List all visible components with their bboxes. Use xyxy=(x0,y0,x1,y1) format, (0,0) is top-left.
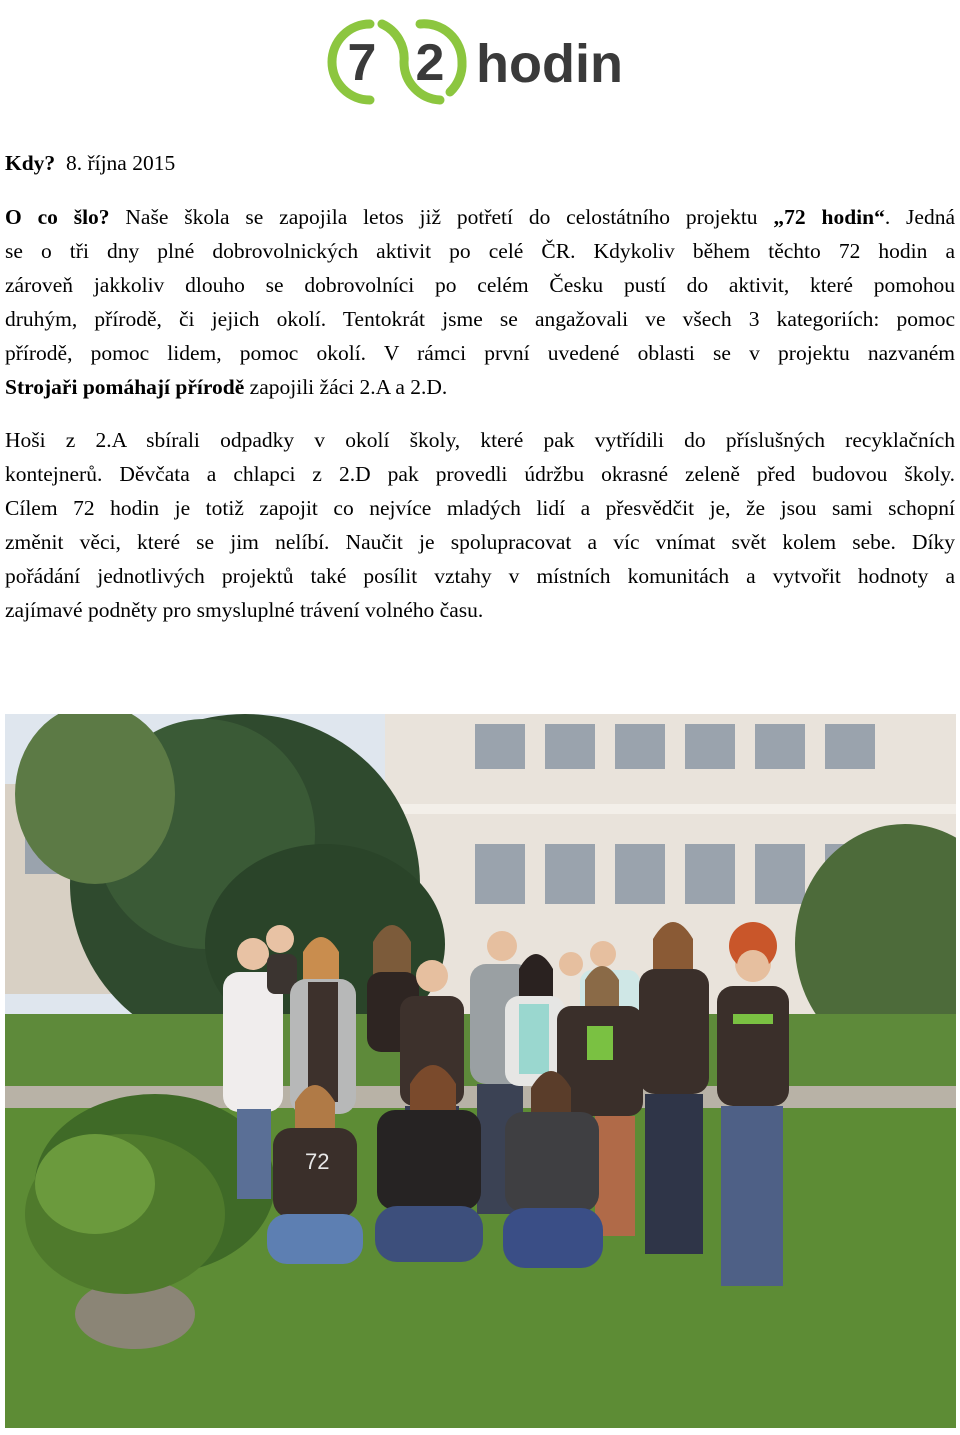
logo-digit-2: 2 xyxy=(415,34,445,92)
about-line-3: zároveň jakkoliv dlouho se dobrovolníci po celém Česku pustí do aktivit, které pomohou xyxy=(5,273,955,297)
details-line-5: pořádání jednotlivých projektů také posílit vztahy v místních komunitách a vytvořit hodnoty a xyxy=(5,564,955,588)
about-line-5: přírodě, pomoc lidem, pomoc okolí. V rámci první uvedené oblasti se v projektu nazvaném xyxy=(5,341,955,365)
about-text-1c: . Jedná xyxy=(884,205,955,229)
details-line-1: Hoši z 2.A sbírali odpadky v okolí školy, které pak vytřídili do příslušných recyklačních xyxy=(5,428,955,452)
about-line-2: se o tři dny plné dobrovolnických aktivit po celé ČR. Kdykoliv během těchto 72 hodin a xyxy=(5,239,955,263)
shirt-text-72: 72 xyxy=(305,1149,330,1174)
details-line-2: kontejnerů. Děvčata a chlapci z 2.D pak provedli údržbu okrasné zeleně před budovou školy. xyxy=(5,462,955,486)
project-name: „72 hodin“ xyxy=(773,205,885,229)
about-label: O co šlo? xyxy=(5,205,110,229)
when-line xyxy=(5,146,955,180)
about-line-1 xyxy=(5,200,955,234)
about-text-6: zapojili žáci 2.A a 2.D. xyxy=(244,375,448,399)
subproject-name: Strojaři pomáhají přírodě xyxy=(5,375,245,399)
when-label: Kdy? xyxy=(5,151,56,175)
group-photo xyxy=(5,714,956,1428)
when-date: 8. října 2015 xyxy=(65,151,176,175)
about-line-4: druhým, přírodě, či jejich okolí. Tentokrát jsme se angažovali ve všech 3 kategoriích: pomoc xyxy=(5,307,955,331)
about-line-6 xyxy=(5,370,955,404)
details-line-3: Cílem 72 hodin je totiž zapojit co nejvíce mladých lidí a přesvědčit je, že jsou sami schopní xyxy=(5,496,955,520)
logo-digit-7: 7 xyxy=(347,34,377,92)
logo-72-hodin xyxy=(312,12,652,112)
details-line-6: zajímavé podněty pro smysluplné trávení volného času. xyxy=(5,598,484,622)
logo-word: hodin xyxy=(476,34,623,94)
about-text-1a: Naše škola se zapojila letos již potřetí do celostátního projektu xyxy=(125,205,774,229)
details-line-4: změnit věci, které se jim nelíbí. Naučit je spolupracovat a víc vnímat svět kolem sebe. Díky xyxy=(5,530,955,554)
